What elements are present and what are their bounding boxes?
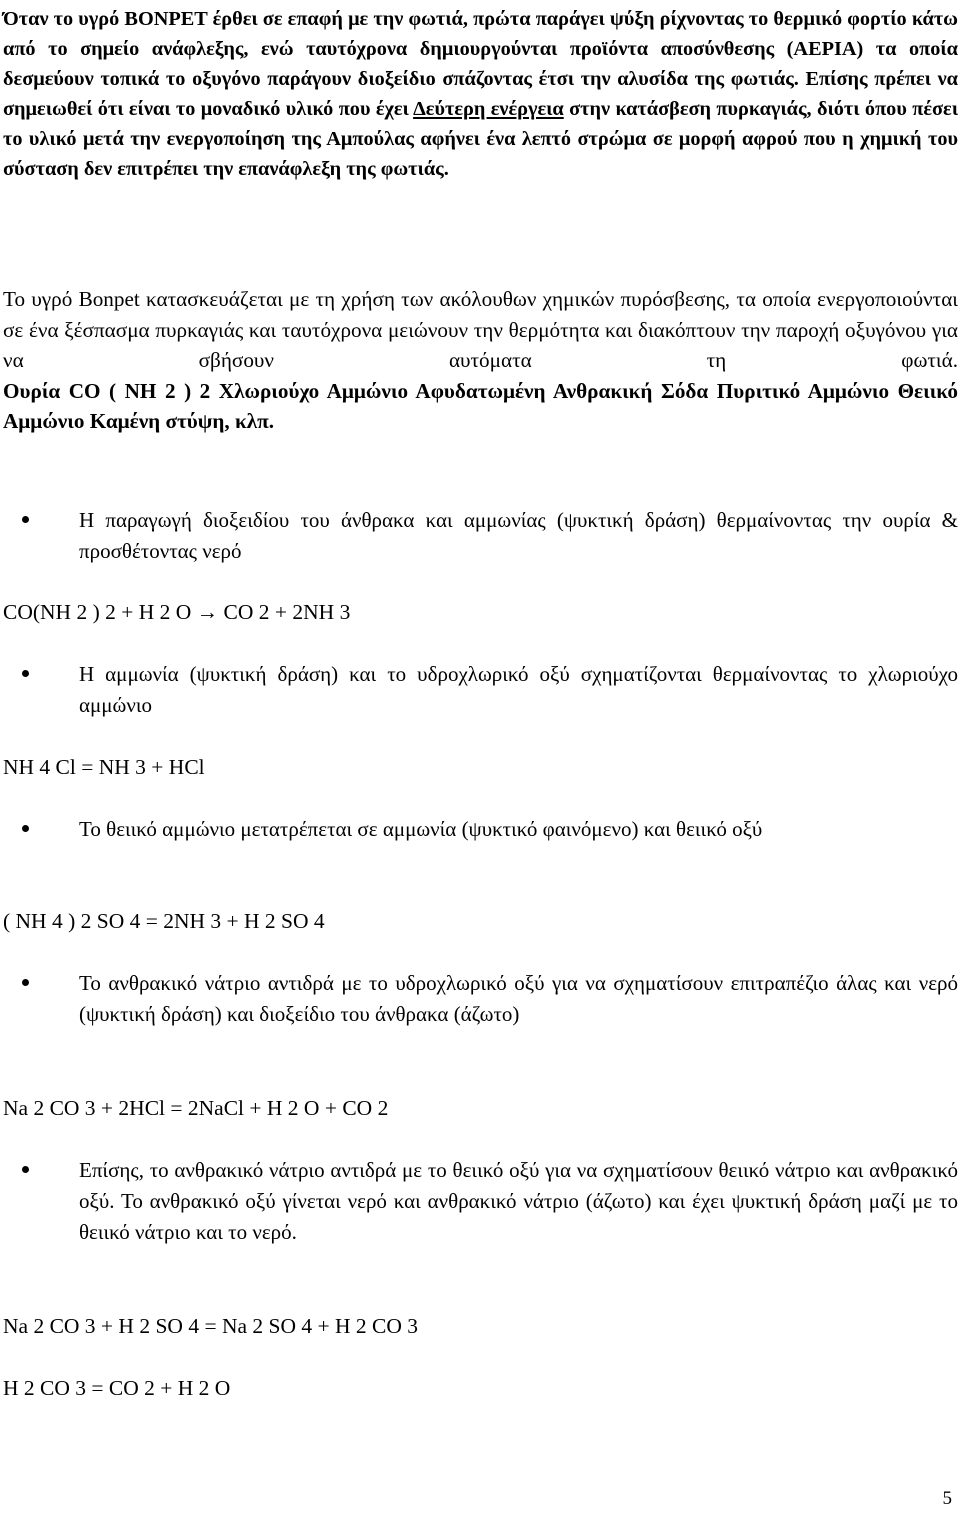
chemicals-paragraph-line1: Το υγρό Bonpet κατασκευάζεται με τη χρήση των ακόλουθων χημικών πυρόσβεσης, τα οποία ενεργοποιούνται σε ένα ξέσπασμα πυρκαγιάς και ταυτόχρονα μειώνουν την θερμότητα και διακόπτουν την παροχή οξυγόνου για να σβήσουν αυτόματα τη φωτιά. xyxy=(3,287,958,373)
equation-2: NH 4 Cl = NH 3 + HCl xyxy=(3,755,205,779)
intro-text-after: στην κατάσβεση πυρκαγιάς, διότι όπου πέσει το υλικό μετά την ενεργοποίηση της Αμπούλας αφήνει ένα λεπτό στρώμα σε μορφή αφρού που η χημική του σύσταση δεν επιτρέπει την επανάφλεξη της φωτιάς. xyxy=(3,98,958,180)
bullet-item-5 xyxy=(0,1155,958,1248)
second-action-underlined: Δεύτερη ενέργεια xyxy=(413,98,564,120)
equation-3: ( NH 4 ) 2 SO 4 = 2NH 3 + H 2 SO 4 xyxy=(3,909,325,933)
bullet-text-3: Το θειικό αμμώνιο μετατρέπεται σε αμμωνία (ψυκτικό φαινόμενο) και θειικό οξύ xyxy=(79,817,763,841)
bullet-dot-icon xyxy=(22,979,29,986)
bullet-dot-icon xyxy=(22,1166,29,1173)
bullet-text-5: Επίσης, το ανθρακικό νάτριο αντιδρά με το θειικό οξύ για να σχηματίσουν θειικό νάτριο και ανθρακικό οξύ. Το ανθρακικό οξύ γίνεται νερό και ανθρακικό νάτριο (άζωτο) και έχει ψυκτική δράση μαζί με το θειικό νάτριο και το νερό. xyxy=(79,1158,958,1244)
bullet-item-2 xyxy=(0,659,958,721)
bullet-text-4: Το ανθρακικό νάτριο αντιδρά με το υδροχλωρικό οξύ για να σχηματίσουν επιτραπέζιο άλας και νερό (ψυκτική δράση) και διοξείδιο του άνθρακα (άζωτο) xyxy=(79,971,958,1026)
bullet-dot-icon xyxy=(22,670,29,677)
bullet-dot-icon xyxy=(22,516,29,523)
bullet-text-1: Η παραγωγή διοξειδίου του άνθρακα και αμμωνίας (ψυκτική δράση) θερμαίνοντας την ουρία & προσθέτοντας νερό xyxy=(79,508,958,563)
intro-text-before: Όταν το υγρό BONPET έρθει σε επαφή με την φωτιά, πρώτα παράγει ψύξη ρίχνοντας το θερμικό φορτίο κάτω από το σημείο ανάφλεξης, ενώ ταυτόχρονα δημιουργούνται προϊόντα αποσύνθεσης (ΑΕΡΙΑ) τα οποία δεσμεύουν τοπικά το οξυγόνο παράγουν διοξείδιο σπάζοντας έτσι την αλυσίδα της φωτιάς. Επίσης πρέπει να σημειωθεί ότι είναι το μοναδικό υλικό που έχει xyxy=(3,8,958,120)
bullet-item-4 xyxy=(0,968,958,1030)
bullet-text-2: Η αμμωνία (ψυκτική δράση) και το υδροχλωρικό οξύ σχηματίζονται θερμαίνοντας το χλωριούχο αμμώνιο xyxy=(79,662,958,717)
equation-4: Na 2 CO 3 + 2HCl = 2NaCl + H 2 O + CO 2 xyxy=(3,1096,389,1120)
equation-6: H 2 CO 3 = CO 2 + H 2 O xyxy=(3,1376,231,1400)
bullet-item-1 xyxy=(0,505,958,567)
intro-paragraph xyxy=(3,4,958,184)
equation-1: CO(NH 2 ) 2 + H 2 O → CO 2 + 2NH 3 xyxy=(3,600,351,624)
bullet-item-3 xyxy=(0,814,958,845)
chemicals-list: Ουρία CO ( NH 2 ) 2 Χλωριούχο Αμμώνιο Αφυδατωμένη Ανθρακική Σόδα Πυριτικό Αμμώνιο Θειικό Αμμώνιο Καμένη στύψη, κλπ. xyxy=(3,378,958,434)
page-number: 5 xyxy=(942,1488,952,1509)
bullet-dot-icon xyxy=(22,825,29,832)
equation-5: Na 2 CO 3 + H 2 SO 4 = Na 2 SO 4 + H 2 CO 3 xyxy=(3,1314,419,1338)
chemicals-paragraph xyxy=(3,284,958,437)
